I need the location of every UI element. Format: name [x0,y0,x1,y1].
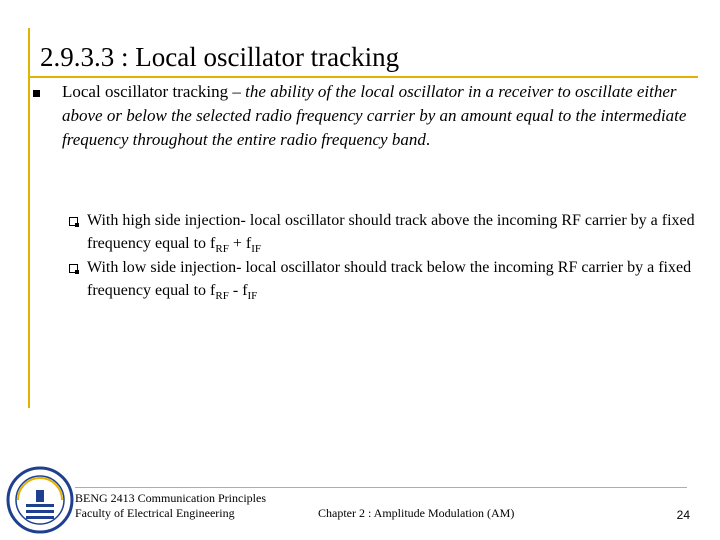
dash: – [228,82,246,101]
subscript-rf: RF [215,290,229,302]
definition-end: . [425,130,431,149]
definition: the ability of the local oscillator in a receiver to oscillate either above or below the selected radio frequency carrier by an amount equal to the intermediate frequency throughout the entire radio frequency band [62,82,687,149]
page-number: 24 [676,508,690,522]
sub-bullet-low-side [87,256,702,308]
footer-divider [75,487,687,488]
frame-vertical-line [28,28,30,408]
subscript-rf: RF [215,243,229,255]
sub-bullet-text: With low side injection- local oscillator should track below the incoming RF carrier by a fixed frequency equal to f [87,259,692,299]
footer-chapter: Chapter 2 : Amplitude Modulation (AM) [318,506,515,520]
subscript-if: IF [251,243,261,255]
slide-title: 2.9.3.3 : Local oscillator tracking [40,42,400,72]
title-underline [28,76,698,78]
hollow-square-bullet-icon [69,217,78,226]
main-bullet [62,80,692,152]
operator: - f [228,282,248,299]
sub-bullet-text: With high side injection- local oscillator should track above the incoming RF carrier by a fixed frequency equal to f [87,212,695,252]
operator: + f [228,235,252,252]
footer-course: BENG 2413 Communication Principles [75,491,266,505]
footer-course-info [75,491,266,521]
sub-bullet-high-side [87,209,702,261]
subscript-if: IF [247,290,258,302]
university-seal-icon [6,466,74,534]
footer-faculty: Faculty of Electrical Engineering [75,506,235,520]
term: Local oscillator tracking [62,82,229,101]
square-bullet-icon [33,90,40,97]
hollow-square-bullet-icon [69,264,78,273]
